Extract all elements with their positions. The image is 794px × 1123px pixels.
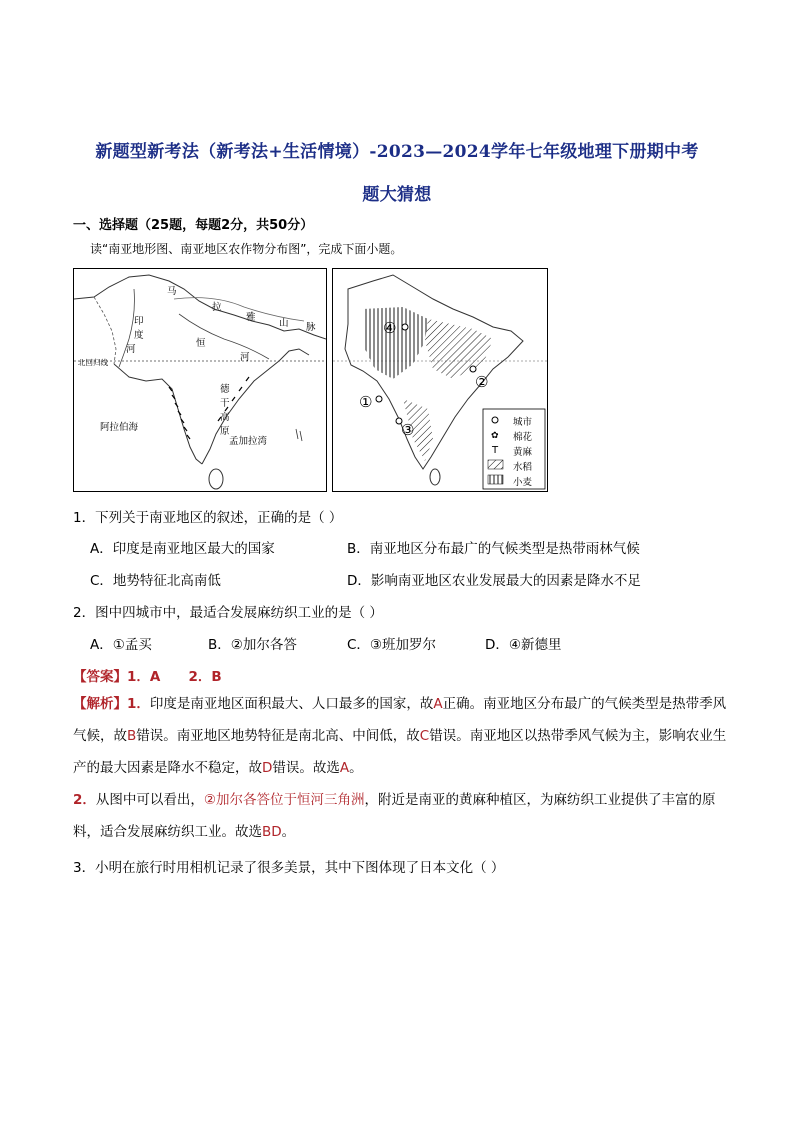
analysis-paragraph-1	[73, 688, 733, 784]
analysis-2-answer: BD	[262, 824, 282, 840]
document-title-line1: 新题型新考法（新考法+生活情境）-2023—2024学年七年级地理下册期中考	[95, 142, 699, 162]
question-1-option-d: D．影响南亚地区农业发展最大的因素是降水不足	[347, 573, 641, 589]
analysis-1-text-a: 印度是南亚地区面积最大、人口最多的国家，故	[149, 696, 434, 712]
question-2-option-c: C．③班加罗尔	[347, 637, 437, 653]
map-label-mai: 脉	[306, 322, 316, 333]
question-1-option-a: A．印度是南亚地区最大的国家	[90, 541, 275, 557]
answer-value: 1．A 2．B	[127, 669, 222, 685]
question-2-option-d: D．④新德里	[485, 637, 562, 653]
analysis-label: 【解析】	[73, 696, 127, 712]
bay-of-bengal-label: 孟加拉湾	[229, 436, 268, 447]
south-asia-terrain-map	[73, 268, 327, 492]
map-label-heng: 恒	[196, 338, 206, 349]
arabian-sea-label: 阿拉伯海	[100, 422, 139, 433]
analysis-1-text-c: 错误。南亚地区地势特征是南北高、中间低，故	[136, 728, 420, 744]
map-label-de: 德	[220, 384, 230, 395]
analysis-1-opt-b: B	[127, 728, 137, 744]
map-label-du: 度	[134, 330, 144, 341]
legend-rice: 水稻	[513, 462, 533, 473]
analysis-1-opt-a: A	[433, 696, 443, 712]
city-marker-4: ④	[383, 319, 397, 337]
legend-cotton: 棉花	[513, 432, 533, 443]
city-marker-1: ①	[359, 393, 373, 411]
analysis-1-text-d: 错误。南亚地区以热带季风气候为主，影响农业生产的最大因素是降水不稳定，故	[73, 728, 727, 776]
question-1-option-b: B．南亚地区分布最广的气候类型是热带雨林气候	[347, 541, 640, 557]
analysis-2-highlight: ②加尔各答位于恒河三角洲	[203, 792, 365, 808]
terrain-map-drawing	[74, 269, 326, 491]
map-label-ma: 马	[167, 286, 177, 297]
question-3-stem: 3．小明在旅行时用相机记录了很多美景，其中下图体现了日本文化（ ）	[73, 860, 505, 876]
analysis-1-end: 。	[349, 760, 363, 776]
analysis-1-opt-c: C	[419, 728, 430, 744]
question-intro: 读“南亚地形图、南亚地区农作物分布图”，完成下面小题。	[90, 242, 403, 256]
map-label-he1: 河	[240, 352, 250, 363]
section-heading: 一、选择题（25题，每题2分，共50分）	[73, 218, 314, 233]
analysis-2-number: 2．	[73, 792, 96, 808]
question-2-option-a: A．①孟买	[90, 637, 152, 653]
map-label-shan: 山	[279, 318, 289, 329]
analysis-paragraph-2	[73, 784, 733, 848]
analysis-1-text-b: 正确。南亚地区分布最广的气候类型是热带季风气候，故	[73, 696, 727, 744]
svg-text:✿: ✿	[491, 431, 499, 441]
analysis-2-end: 。	[281, 824, 296, 840]
question-1-stem: 1．下列关于南亚地区的叙述，正确的是（ ）	[73, 510, 343, 526]
analysis-1-text-e: 错误。故选	[272, 760, 340, 776]
analysis-1-number: 1．	[127, 696, 150, 712]
city-marker-3: ③	[401, 421, 415, 439]
analysis-2-text-b: ，附近是南亚的黄麻种植区，为麻纺织工业提供了丰富的原料，适合发展麻纺织工业。故选	[73, 792, 716, 840]
document-title-line2: 题大猜想	[362, 185, 432, 205]
tropic-of-cancer-label: 北回归线	[78, 358, 108, 367]
south-asia-crop-map	[332, 268, 548, 492]
map-label-gao: 高	[220, 412, 230, 423]
map-label-he2: 河	[126, 344, 136, 355]
map-label-ya: 雅	[246, 312, 256, 323]
question-1-option-c: C．地势特征北高南低	[90, 573, 221, 589]
legend-city: 城市	[513, 417, 533, 428]
answer-line	[73, 665, 222, 685]
question-2-stem: 2．图中四城市中，最适合发展麻纺织工业的是（ ）	[73, 605, 383, 621]
analysis-1-opt-d: D	[262, 760, 273, 776]
legend-wheat: 小麦	[513, 477, 533, 488]
city-marker-2: ②	[475, 373, 489, 391]
legend-jute: 黄麻	[513, 447, 533, 458]
analysis-1-answer: A	[339, 760, 350, 776]
answer-label: 【答案】	[73, 669, 127, 685]
question-2-option-b: B．②加尔各答	[208, 637, 297, 653]
svg-text:T: T	[492, 445, 499, 456]
map-label-la: 拉	[212, 302, 222, 313]
map-label-gan: 干	[220, 398, 230, 409]
map-label-yin: 印	[134, 316, 144, 327]
map-label-yuan: 原	[220, 426, 230, 437]
analysis-2-text-a: 从图中可以看出，	[95, 792, 204, 808]
